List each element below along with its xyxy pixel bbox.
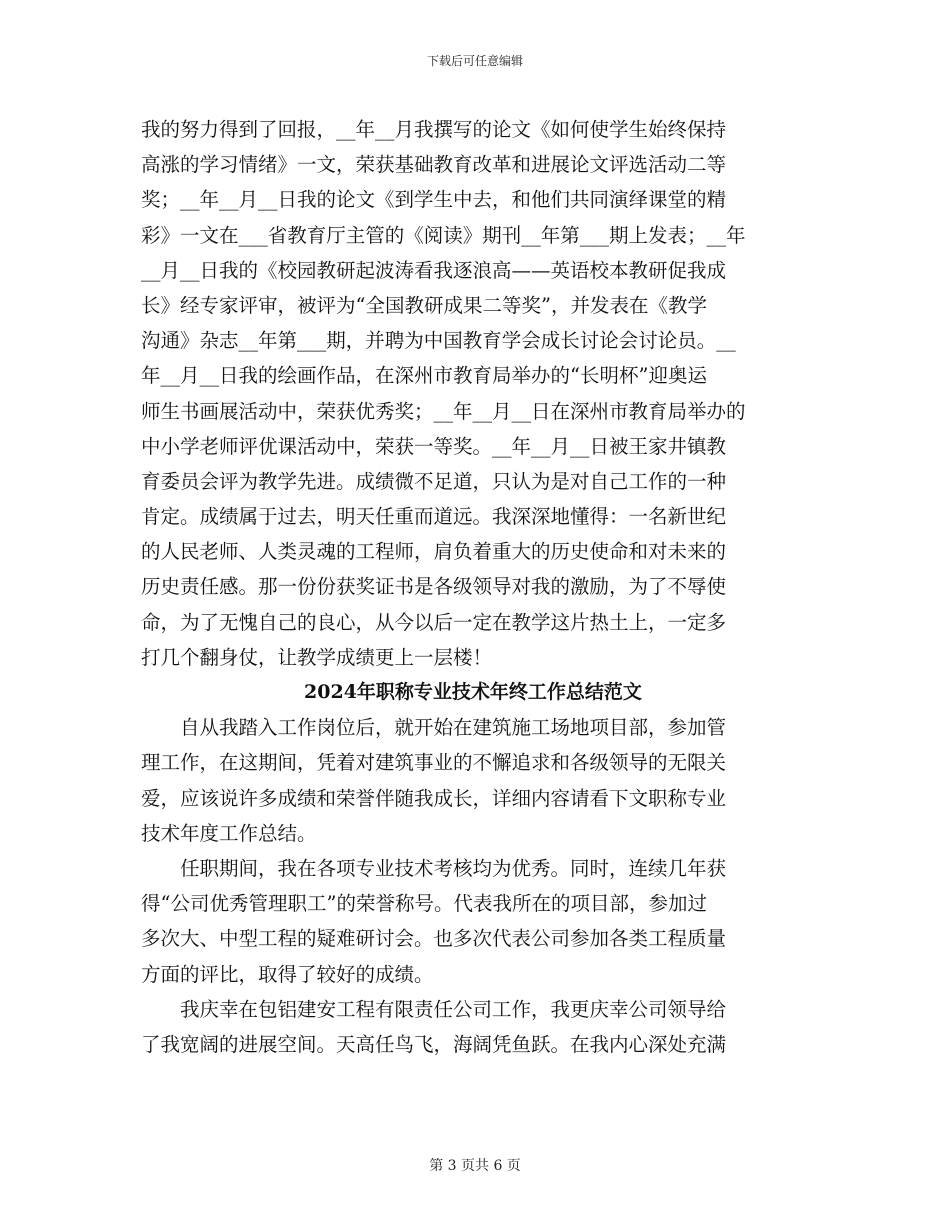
text-line: 长》经专家评审，被评为“全国教研成果二等奖”，并发表在《教学 (141, 293, 707, 317)
text-line: 得“公司优秀管理职工”的荣誉称号。代表我所在的项目部，参加过 (141, 892, 707, 916)
text-line: 中小学老师评优课活动中，荣获一等奖。__年__月__日被王家井镇教 (141, 434, 727, 458)
text-line: 肯定。成绩属于过去，明天任重而道远。我深深地懂得：一名新世纪 (141, 505, 727, 529)
text-line: 育委员会评为教学先进。成绩微不足道，只认为是对自己工作的一种 (141, 469, 727, 493)
text-line: 我庆幸在包铝建安工程有限责任公司工作，我更庆幸公司领导给 (141, 997, 727, 1021)
text-line: 彩》一文在___省教育厅主管的《阅读》期刊__年第___期上发表；__年 (141, 223, 746, 247)
text-line: 自从我踏入工作岗位后，就开始在建筑施工场地项目部，参加管 (141, 716, 727, 740)
text-line: 了我宽阔的进展空间。天高任鸟飞，海阔凭鱼跃。在我内心深处充满 (141, 1032, 727, 1056)
page-header: 下载后可任意编辑 (426, 54, 523, 68)
text-line: 爱，应该说许多成绩和荣誉伴随我成长，详细内容请看下文职称专业 (141, 786, 727, 810)
text-line: __月__日我的《校园教研起波涛看我逐浪高——英语校本教研促我成 (141, 258, 727, 282)
section-title: 2024年职称专业技术年终工作总结范文 (304, 681, 642, 703)
text-line: 沟通》杂志__年第___期，并聘为中国教育学会成长讨论会讨论员。__ (141, 329, 736, 353)
text-line: 理工作，在这期间，凭着对建筑事业的不懈追求和各级领导的无限关 (141, 751, 727, 775)
text-line: 技术年度工作总结。 (141, 821, 317, 845)
text-line: 我的努力得到了回报，__年__月我撰写的论文《如何使学生始终保持 (141, 118, 727, 141)
text-line: 任职期间，我在各项专业技术考核均为优秀。同时，连续几年获 (141, 856, 727, 880)
text-line: 历史责任感。那一份份获奖证书是各级领导对我的激励，为了不辱使 (141, 575, 727, 599)
text-line: 高涨的学习情绪》一文，荣获基础教育改革和进展论文评选活动二等 (141, 153, 727, 177)
text-line: 方面的评比，取得了较好的成绩。 (141, 962, 434, 986)
text-line: 多次大、中型工程的疑难研讨会。也多次代表公司参加各类工程质量 (141, 927, 727, 951)
text-line: 命，为了无愧自己的良心，从今以后一定在教学这片热土上，一定多 (141, 610, 727, 634)
text-line: 年__月__日我的绘画作品，在深州市教育局举办的“长明杯”迎奥运 (141, 364, 707, 388)
text-line: 奖；__年__月__日我的论文《到学生中去，和他们共同演绎课堂的精 (141, 188, 727, 212)
text-line: 师生书画展活动中，荣获优秀奖；__年__月__日在深州市教育局举办的 (141, 399, 746, 423)
text-line: 打几个翻身仗，让教学成绩更上一层楼！ (141, 645, 493, 669)
document-body (141, 112, 805, 1062)
page-footer: 第 3 页共 6 页 (429, 1158, 521, 1174)
text-line: 的人民老师、人类灵魂的工程师，肩负着重大的历史使命和对未来的 (141, 540, 727, 564)
